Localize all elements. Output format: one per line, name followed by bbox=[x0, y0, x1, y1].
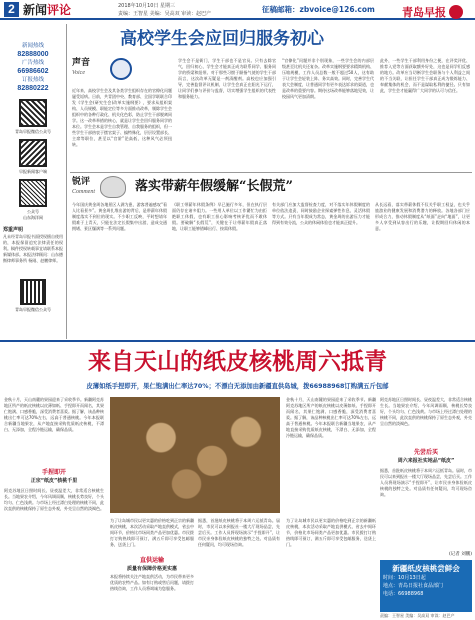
hotline-label: 新闻热线 bbox=[21, 43, 44, 49]
editors-line: 责编：王智星 美编：吴高双 审读：赵巴产 bbox=[118, 11, 212, 17]
section-heading-subtitle: 质量有保障价格更实惠 bbox=[126, 566, 177, 572]
top-article-col3: “官僚化”问题并非个别现象，一些学生会的内部层级甚至比机关还复杂。改革实施纲要要求精简机构、压缩规模，工作人员总数一般不超过50人，这有助于让学生会轻装上阵、务实高效。同时，完善学生代表大会制度，让普通同学有更多表达诉求的渠道，也是改革的重要内容。期待这场改革能够落地见效，让校园风气更加清朗。 bbox=[282, 58, 374, 99]
promo-title: 新疆纸皮核桃尝鲜会 bbox=[392, 564, 460, 573]
mid-headline: 落实带薪年假缓解“长假荒” bbox=[135, 179, 293, 194]
section-label bbox=[23, 3, 71, 17]
section-heading-title: 先尝后买 bbox=[413, 449, 438, 456]
bottom-article-col4b: 为了让岛城市民以更实惠的价格吃到正宗的新疆纸皮核桃，本次活动采取产地直供模式，省去中间环节，价格比市场同类产品更加优惠。市民拨打订购热线即可预订，满五斤即可享受包邮服务，送货上门。 bbox=[286, 518, 376, 547]
bottom-article-col5b: 据悉，首批纸皮核桃将于本周六运抵青岛。届时，市民可以来到报社一楼大厅现场品尝，先尝后买。工作人员将现场演示“手捏即开”，让市民亲身体验纸皮核桃的独特之处。对品质有任何疑问，均可现场咨询。 bbox=[380, 468, 472, 497]
promo-time: 时间：10月13日起 bbox=[383, 575, 426, 581]
newspaper-logo bbox=[402, 1, 472, 18]
qr-caption: 早报新闻客户端 bbox=[19, 169, 47, 174]
bottom-rule bbox=[0, 340, 475, 342]
bottom-article-col1b: 阿克苏地区日照时间长、昼夜温差大，非常适合核桃生长。当地果农介绍，今年风调雨顺，核桃长势良好，个头均匀、仁色浅黄。与市场上经过漂白处理的核桃不同，此次直供的核桃保持了原生态外观，外壳呈自然的淡褐色。 bbox=[4, 488, 104, 511]
comment-column-badge bbox=[72, 177, 95, 196]
legal-notice-body: 凡未经青岛早报书面授权擅自使用的，本报保留追究法律责任的权利。稿件授权转载事宜请联系本报新媒体部。本报法律顾问：山东德衡律师事务所 杨刚、赵鹏律师。 bbox=[3, 234, 63, 263]
comment-column-subtitle: Comment bbox=[72, 189, 95, 195]
qr-caption: 青岛早报微信公众号 bbox=[15, 307, 51, 312]
section-heading-title: 直供运输 bbox=[139, 557, 164, 564]
submission-email: 征稿邮箱：zbvoice@126.com bbox=[262, 5, 375, 14]
comment-portrait-icon bbox=[100, 176, 126, 198]
masthead bbox=[0, 0, 475, 20]
qr-code-icon[interactable] bbox=[19, 139, 47, 167]
voice-column-badge bbox=[72, 58, 112, 88]
hotline-number: 82880222 bbox=[17, 85, 49, 92]
qr-caption: 青岛早报微信公众号 bbox=[15, 129, 51, 134]
legal-notice-title: 郑重声明 bbox=[3, 227, 24, 233]
hotline-label: 订报热线 bbox=[21, 77, 44, 83]
qr-caption: 山东海洋网 bbox=[23, 215, 43, 220]
section-heading-1 bbox=[4, 468, 104, 485]
reporter-credit: (记者 刘鹏) bbox=[449, 552, 472, 557]
bottom-article-col1: 金秋十月，天山南麓的果园迎来了采收季节。新疆阿克苏地区所产的纸皮核桃以皮薄如纸、手捏即开而闻名，其果仁饱满、口感香脆，深受消费者喜爱。据了解，该品种核桃出仁率可达70%左右，远高于普通核桃。今年本报联合新疆当地果农，从产地直接采购优质纸皮核桃，不漂白、无添加，全程冷链运输，确保品质。 bbox=[4, 397, 104, 432]
section-heading-3 bbox=[380, 448, 472, 465]
top-article-col2: 学生会不是衙门，学生干部也不是官员。只有去除官气，回归初心，学生会才能真正成为联系同学、服务同学的桥梁和纽带。对于那些习惯于颐指气使的学生干部而言，这次改革无疑是一剂清醒剂。高校也应加强引导，完善监督评议机制，让学生会真正在阳光下运行，让同学们参与评价与监督，切实增强学生组织的代表性和服务能力。 bbox=[178, 58, 276, 99]
hotline-block bbox=[3, 42, 63, 93]
hotline-number: 82888000 bbox=[17, 51, 49, 58]
bottom-article-col4: 金秋十月，天山南麓的果园迎来了采收季节。新疆阿克苏地区所产的纸皮核桃以皮薄如纸、手捏即开而闻名，其果仁饱满、口感香脆，深受消费者喜爱。据了解，该品种核桃出仁率可达70%左右，远高于普通核桃。今年本报联合新疆当地果农，从产地直接采购优质纸皮核桃，不漂白、无添加，全程冷链运输，确保品质。 bbox=[286, 397, 376, 438]
logo-emblem-icon bbox=[449, 5, 463, 19]
page-number: 2 bbox=[4, 2, 19, 17]
qr-code-icon[interactable] bbox=[20, 279, 46, 305]
megaphone-icon bbox=[110, 58, 132, 80]
mid-article-col3: 有关部门应加大监督检查力度，对不落实年休假制度的单位依法追责，同时鼓励企业探索弹性作息、灵活休假等方式。只有当年假成为常态，黄金周的出游压力才能得到有效分流，公众的休闲体验也才能真正提升。 bbox=[272, 202, 370, 225]
logo-text: 青岛早报 bbox=[402, 6, 446, 19]
qr-code-icon[interactable] bbox=[19, 99, 47, 127]
bottom-headline: 来自天山的纸皮核桃周六抵青 bbox=[88, 348, 387, 375]
section-heading-subtitle: 周六来报社实地品“纸皮” bbox=[397, 458, 455, 464]
top-headline: 高校学生会应回归服务初心 bbox=[120, 29, 324, 49]
qr-caption: 公众号 bbox=[27, 209, 39, 214]
bottom-subhead: 皮薄如纸手捏即开，果仁饱满出仁率达70%；不漂白无添加由新疆直供岛城，拨66988968订购满五斤包邮 bbox=[86, 383, 389, 390]
section-comment: 评论 bbox=[47, 3, 72, 17]
top-article-col1: 近年来，高校学生会及其各类学生组织存在的官僚化问题屡受诟病。日前，共青团中央、教育部、全国学联联合印发《学生会(研究生会)改革实施纲要》，要求从组织架构、人员规模、职能定位等多方面推动改革，剔除学生会组织中的各种行政化、机关化色彩，防止学生干部脱离同学。这一改革举措的核心，就是让学生会回归服务同学的本位。学生会本是学生自我管理、自我服务的组织，但一些学生干部热衷于摆官架子、搞特殊化，层层设置部长、主席等职位，甚至以“官阶”论高低，这种风气必须扭转。 bbox=[72, 88, 172, 147]
promo-box bbox=[380, 560, 472, 612]
section-news: 新闻 bbox=[23, 3, 48, 17]
date-line: 2018年10月10日 星期三 bbox=[118, 3, 176, 9]
bottom-article-col2b: 本报将持续关注产地直供活动，为市民带来更多优质的农特产品。如有订购或售后问题，请拨打热线咨询，工作人员将竭诚为您服务。 bbox=[110, 574, 194, 591]
voice-column-title: 声音 bbox=[72, 58, 91, 68]
section-heading-2 bbox=[110, 556, 194, 573]
mid-article-col2: 《职工带薪年休假条例》早已施行多年，但在执行层面仍存在诸多阻力。一些用人单位以工作繁忙为由拒绝职工休假，也有职工担心影响考核评优而不敢休假。要破解“长假荒”，关键在于让带薪年假真正落地，让职工能够错峰出行、按需休假。 bbox=[172, 202, 267, 231]
hotline-number: 66986602 bbox=[17, 68, 49, 75]
promo-place: 地点：青岛日报社食品部门 bbox=[383, 583, 444, 589]
mid-article-col1: 今年国庆黄金周各地景区人满为患，游客普遍感叹“看人比看景多”。黄金周扎堆出游的背后，是带薪年休假制度落实不到位的现实。不少职工反映，平时想请年假难于上青天，只能在法定长假集中出游，造成交通拥堵、景区爆满等一系列问题。 bbox=[72, 202, 167, 231]
walnut-photo bbox=[110, 397, 280, 513]
section-divider bbox=[70, 172, 472, 173]
top-article-col4: 此外，一些学生干部利用身份之便，在评奖评优、推荐入党等方面获取额外好处，这也是同学们反感的地方。改革应当切断学生会职务与个人利益之间的不当关联，让担任学生干部真正成为锻炼能力、奉献集体的机会，而不是谋取私利的捷径。只有如此，学生会才能赢得广大同学的认可与信任。 bbox=[380, 58, 470, 93]
voice-column-subtitle: Voice bbox=[72, 70, 85, 76]
hotline-label: 广告热线 bbox=[21, 60, 44, 66]
comment-column-title: 锐评 bbox=[72, 177, 91, 187]
bottom-article-col5: 阿克苏地区日照时间长、昼夜温差大，非常适合核桃生长。当地果农介绍，今年风调雨顺，核桃长势良好，个头均匀、仁色浅黄。与市场上经过漂白处理的核桃不同，此次直供的核桃保持了原生态外观，外壳呈自然的淡褐色。 bbox=[380, 397, 472, 426]
sidebar-divider bbox=[66, 24, 67, 339]
qr-code-icon[interactable] bbox=[19, 179, 47, 207]
footer-credits: 责编：王智星 美编：吴高双 审读：赵巴产 bbox=[380, 613, 455, 618]
section-heading-title: 手捏即开 bbox=[41, 469, 66, 476]
promo-phone: 电话：66988968 bbox=[383, 591, 424, 597]
bottom-article-col2: 为了让岛城市民以更实惠的价格吃到正宗的新疆纸皮核桃，本次活动采取产地直供模式，省去中间环节，价格比市场同类产品更加优惠。市民拨打订购热线即可预订，满五斤即可享受包邮服务，送货上门。 bbox=[110, 518, 194, 547]
left-sidebar bbox=[3, 24, 63, 339]
section-heading-subtitle: 正宗“纸皮”核桃千里 bbox=[30, 478, 78, 484]
mid-article-col4: 从长远看，落实带薪休假不仅关乎职工权益，也关乎旅游业的健康发展和消费潜力的释放。各地各部门应形成合力，推动休假制度从“纸面”走向“地面”，让更多人享受到从容出行的乐趣，让假期回归休闲的本意。 bbox=[375, 202, 470, 231]
bottom-article-col3: 据悉，首批纸皮核桃将于本周六运抵青岛。届时，市民可以来到报社一楼大厅现场品尝，先尝后买。工作人员将现场演示“手捏即开”，让市民亲身体验纸皮核桃的独特之处。对品质有任何疑问，均可现场咨询。 bbox=[198, 518, 280, 547]
